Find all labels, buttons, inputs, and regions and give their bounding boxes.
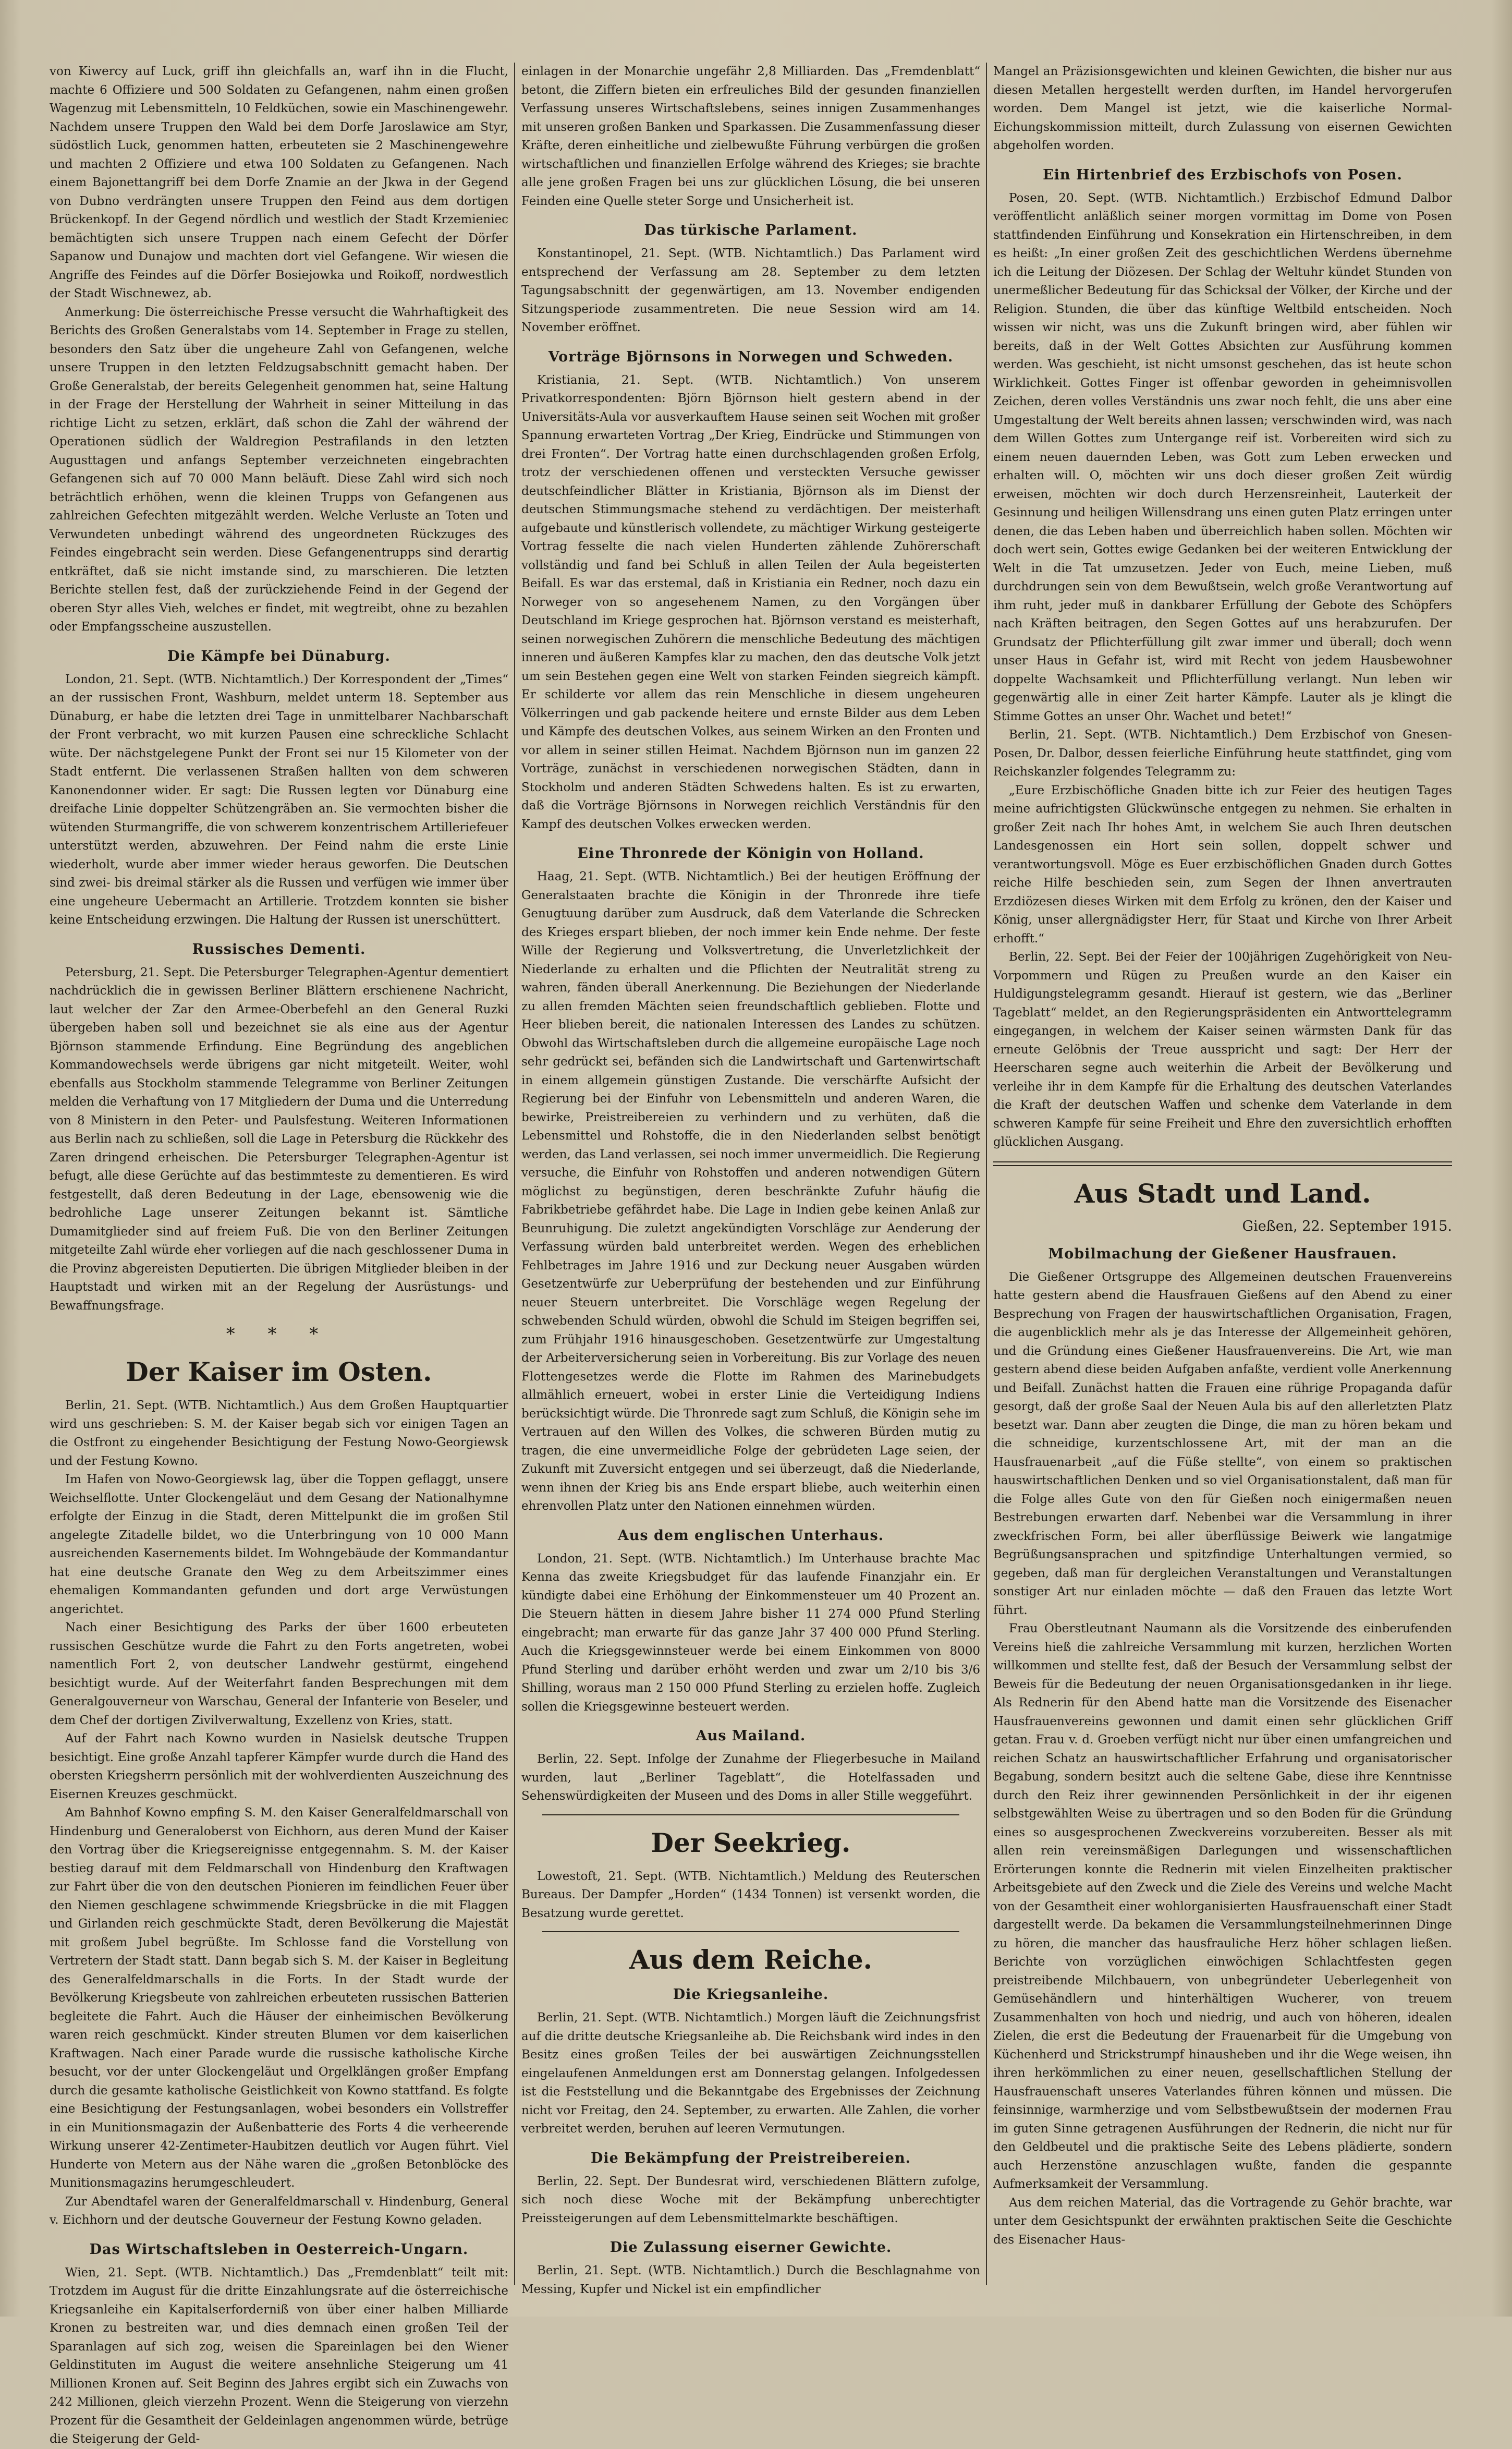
article-text: Im Hafen von Nowo-Georgiewsk lag, über die Toppen geflaggt, unsere Weichselflotte. Unter Glockengeläut und dem Gesang der Nationalhymne erfolgte der Einzug in die Stadt, deren Mittelpunkt die im großen Stil angelegte Zitadelle bildet, wo die Unterbringung von 10 000 Mann ausreichenden Kasernements bildet. Im Wohngebäude der Kommandantur hat eine deutsche Granate den Weg zu dem Arbeitszimmer eines ehemaligen Kommandanten gefunden und dort arge Verwüstungen angerichtet. — [50, 1473, 508, 1616]
section-heading: Russisches Dementi. — [192, 941, 366, 957]
article-text: Lowestoft, 21. Sept. (WTB. Nichtamtlich.) Meldung des Reuterschen Bureaus. Der Dampfer „Horden“ (1434 Tonnen) ist versenkt worden, die Besatzung wurde gerettet. — [521, 1869, 980, 1920]
article-text: Frau Oberstleutnant Naumann als die Vorsitzende des einberufenden Vereins hieß die zahlreiche Versammlung mit kurzen, herzlichen Worten willkommen und stellte fest, daß der Besuch der Versammlung selbst der Beweis für die Bedeutung der neuen Organisationsgedanken in ihr liege. Als Rednerin für den Abend hatte man die Vorsitzende des Eisenacher Hausfrauenvereins gewonnen und damit einen sehr glücklichen Griff getan. Frau v. d. Groeben verfügt nicht nur über einen umfangreichen und reichen Schatz an hauswirtschaftlicher Erfahrung und organisatorischer Begabung, sondern besitzt auch die seltene Gabe, diese ihre Kenntnisse durch den Reiz ihrer gewinnenden Persönlichkeit in der ihr eigenen selbstgewählten Weise zu übertragen und so den Boden für die Gründung eines so ausgesprochenen Zweckvereins vorzubereiten. Besser als mit allen rein vereinsmäßigen Darlegungen und wissenschaftlichen Erörterungen konnte die Rednerin mit vielen Einzelheiten praktischer Arbeitsgebiete auf den Zweck und die Ziele des Vereins und welche Macht von der Gesamtheit einer wohlorganisierten Hausfrauenschaft einer Stadt dargestellt werde. Da bekamen die Versammlungsteilnehmerinnen Dinge zu hören, die mancher das hausfrauliche Herz höher schlagen ließen. Berichte von vorzüglichen einwöchigen Schlachtfesten gegen preistreibende Milchbauern, von unbegründeter Ueberlegenheit von Gemüsehändlern und hinterhältigen Wucherer, von treuem Zusammenhalten von hoch und niedrig, und auch von höheren, idealen Zielen, die erst die Bedeutung der Frauenarbeit für die Umgebung von Küchenherd und Strickstrumpf hinausheben und ihr die Wege weisen, ihn ihren herkömmlichen zu einer neuen, gesellschaftlichen Stellung der Hausfrauenschaft unseres Vaterlandes führen können und müssen. Die feinsinnige, warmherzige und vom Selbstbewußtsein der modernen Frau im guten Sinne getragenen Ausführungen der Rednerin, die nicht nur für den Geldbeutel und die praktische Seite des Lebens plädierte, sondern auch Herzenstöne anzuschlagen wußte, fanden die gespannte Aufmerksamkeit der Versammlung. — [993, 1622, 1452, 2191]
article-text: Posen, 20. Sept. (WTB. Nichtamtlich.) Erzbischof Edmund Dalbor veröffentlicht anläßlich seiner morgen vormittag im Dome von Posen stattfindenden Einführung und Konsekration ein Hirtenschreiben, in dem es heißt: „In einer großen Zeit des geschichtlichen Werdens übernehme ich die Leitung der Diözesen. Der Schlag der Weltuhr kündet Stunden von unermeßlicher Bedeutung für das Schicksal der Völker, der Kirche und der Religion. Stunden, die über das künftige Weltbild entscheiden. Noch wissen wir nicht, was uns die Zukunft bringen wird, aber fühlen wir bereits, daß in der Welt Gottes Absichten zur Ausführung kommen werden. Was geschieht, ist nicht umsonst geschehen, das ist heute schon Wirklichkeit. Gottes Finger ist offenbar geworden in geheimnisvollen Zeichen, deren volles Verständnis uns zwar noch fehlt, die uns aber eine Umgestaltung der Welt bereits ahnen lassen; verschwinden wird, was nach dem Willen Gottes zum Untergange reif ist. Vorbereiten wird sich zu einem neuen dauernden Leben, was Gott zum Leben erwecken und erhalten will. O, möchten wir uns doch dieser großen Zeit würdig erweisen, möchten wir doch durch Herzensreinheit, Lauterkeit der Gesinnung und heiligen Willensdrang uns einen guten Platz erringen unter denen, die das Leben haben und überreichlich haben sollen. Möchten wir doch wert sein, Gottes ewige Gedanken bei der weiteren Entwicklung der Welt in die Tat umzusetzen. Jeder von Euch, meine Lieben, muß durchdrungen sein von dem Bewußtsein, welch große Verantwortung auf ihm ruht, jeder muß in dankbarer Erfüllung der Gebote des Schöpfers nach Kräften beitragen, den Segen Gottes auf uns herabzurufen. Der Grundsatz der Pflichterfüllung gilt zwar immer und überall; doch wenn unser Haus in Gefahr ist, wird mit Recht von jedem Hausbewohner doppelte Wachsamkeit und Pflichterfüllung verlangt. Nun leben wir gegenwärtig alle in einer Zeit harter Kämpfe. Lauter als je klingt die Stimme Gottes an unser Ohr. Wachet und betet!“ — [993, 191, 1452, 723]
section-heading: Das türkische Parlament. — [644, 222, 858, 238]
dateline: Gießen, 22. September 1915. — [1242, 1218, 1452, 1234]
article-text: Berlin, 21. Sept. (WTB. Nichtamtlich.) Morgen läuft die Zeichnungsfrist auf die dritte deutsche Kriegsanleihe ab. Die Reichsbank wird indes in den Besitz eines großen Teiles der bei auswärtigen Zeichnungsstellen eingelaufenen Anmeldungen erst am Donnerstag gelangen. Infolgedessen ist die Feststellung und die Bekanntgabe des Ergebnisses der Zeichnung nicht vor Freitag, den 24. September, zu erwarten. Alle Zahlen, die vorher verbreitet werden, beruhen auf leeren Vermutungen. — [521, 2011, 980, 2136]
section-heading: Das Wirtschaftsleben in Oesterreich-Ungarn. — [89, 2241, 469, 2258]
main-headline: Der Kaiser im Osten. — [126, 1356, 432, 1387]
article-text: Die Gießener Ortsgruppe des Allgemeinen deutschen Frauenvereins hatte gestern abend die Hausfrauen Gießens auf den Abend zu einer Besprechung von Fragen der hauswirtschaftlichen Organisation, Fragen, die augenblicklich mehr als je das Interesse der Allgemeinheit gehören, und die Gründung eines Gießener Hausfrauenvereins. Die Art, wie man gestern abend diese beiden Aufgaben anfaßte, verdient volle Anerkennung und Beifall. Zunächst hatten die Frauen eine rührige Propaganda dafür gesorgt, daß der große Saal der Neuen Aula bis auf den allerletzten Platz besetzt war. Dann aber zeugten die Dinge, die man zu hören bekam und die schneidige, kurzentschlossene Art, mit der man an die Hausfrauenarbeit „auf die Füße stellte“, von einem so praktischen hauswirtschaftlichen Denken und so viel Organisationstalent, daß man für die Folge alles Gute von den für Gießen noch einigermaßen neuen Bestrebungen erwarten darf. Nebenbei war die Versammlung in ihrer zweckfrischen Form, bei aller überflüssige Beiwerk wie langatmige Begrüßungsansprachen und spitzfindige Unterhaltungen vermied, so gegeben, daß man für dergleichen Veranstaltungen und Veranstaltungen sonstiger Art nur einladen möchte — daß den Frauen das letzte Wort führt. — [993, 1270, 1452, 1617]
article-text: Konstantinopel, 21. Sept. (WTB. Nichtamtlich.) Das Parlament wird entsprechend der Verfassung am 28. September zu dem letzten Tagungsabschnitt der gegenwärtigen, am 13. November endigenden Sitzungsperiode zusammentreten. Die neue Session wird am 14. November eröffnet. — [521, 247, 980, 334]
article-text: einlagen in der Monarchie ungefähr 2,8 Milliarden. Das „Fremdenblatt“ betont, die Ziffern bieten ein erfreuliches Bild der gesunden finanziellen Verfassung unseres Wirtschaftslebens, seines innigen Zusammenhanges mit unseren großen Banken und Sparkassen. Die Zusammenfassung dieser Kräfte, deren einheitliche und zielbewußte Führung verbürgen die großen wirtschaftlichen und finanziellen Erfolge während des Krieges; sie brachte alle jene großen Fragen bei uns zur glücklichen Lösung, die bei unseren Feinden eine Quelle steter Sorge und Unsicherheit ist. — [521, 65, 980, 208]
article-text: Nach einer Besichtigung des Parks der über 1600 erbeuteten russischen Geschütze wurde die Fahrt zu den Forts angetreten, wobei namentlich Fort 2, von deutscher Landwehr gestürmt, eingehend besichtigt wurde. Auf der Weiterfahrt fanden Besprechungen mit dem Generalgouverneur von Warschau, General der Infanterie von Beseler, und dem Chef der dortigen Zivilverwaltung, Exzellenz von Kries, statt. — [50, 1621, 508, 1727]
article-text: Anmerkung: Die österreichische Presse versucht die Wahrhaftigkeit des Berichts des Großen Generalstabs vom 14. September in Frage zu stellen, besonders den Satz über die ungeheure Zahl von Gefangenen, welche unsere Truppen in den letzten Feldzugsabschnitt gemacht haben. Der Große Generalstab, der bereits Gelegenheit genommen hat, seine Haltung in der Frage der Herstellung der Wahrheit in seiner Mitteilung in das richtige Licht zu setzen, erklärt, daß schon die Zahl der während der Operationen südlich der Waldregion Pestrafilands in den letzten Augusttagen und anfangs September verzeichneten eingebrachten Gefangenen sich auf 70 000 Mann beläuft. Diese Zahl wird sich noch beträchtlich erhöhen, wenn die kleinen Trupps von Gefangenen aus zahlreichen Gefechten mitgezählt werden. Welche Verluste an Toten und Verwundeten unbedingt während des ungeordneten Rückzuges des Feindes eingebracht sein werden. Diese Gefangenentrupps sind derartig entkräftet, daß sie nicht imstande sind, zu marschieren. Die letzten Berichte stellen fest, daß der zurückziehende Feind in der Gegend der oberen Styr alles Vieh, welches er findet, mit wegtreibt, ohne zu bezahlen oder Empfangsscheine auszustellen. — [50, 305, 508, 634]
article-text: von Kiwercy auf Luck, griff ihn gleichfalls an, warf ihn in die Flucht, machte 6 Offiziere und 500 Soldaten zu Gefangenen, nahm einen großen Wagenzug mit Lebensmitteln, 10 Feldküchen, sowie ein Maschinengewehr. Nachdem unsere Truppen den Wald bei dem Dorfe Jaroslawice am Styr, südöstlich Luck, genommen hatten, erbeuteten sie 2 Maschinengewehre und machten 2 Offiziere und etwa 100 Soldaten zu Gefangenen. Nach einem Bajonettangriff bei dem Dorfe Znamie an der Jkwa in der Gegend von Dubno verdrängten unsere Truppen den Feind aus dem dortigen Brückenkopf. In der Gegend nördlich und westlich der Stadt Krzemieniec bemächtigten sich unsere Truppen nach einem Gefecht der Dörfer Sapanow und Dunajow und machten dort viel Gefangene. Wir wiesen die Angriffe des Feindes auf die Dörfer Bosiejowka und Roikoff, nordwestlich der Stadt Wischnewez, ab. — [50, 65, 508, 300]
article-text: Kristiania, 21. Sept. (WTB. Nichtamtlich.) Von unserem Privatkorrespondenten: Björn Björnson hielt gestern abend in der Universitäts-Aula vor ausverkauftem Hause seinen seit Wochen mit großer Spannung erwarteten Vortrag „Der Krieg, Eindrücke und Stimmungen von drei Fronten“. Der Vortrag hatte einen durchschlagenden großen Erfolg, trotz der verschiedenen offenen und versteckten Versuche gewisser deutschfeindlicher Blätter in Kristiania, Björnson als im Dienst der deutschen Stimmungsmache stehend zu verdächtigen. Der meisterhaft aufgebaute und künstlerisch vollendete, zu mächtiger Wirkung gesteigerte Vortrag fesselte die nach vielen Hunderten zählende Zuhörerschaft vollständig und fand bei Schluß in allen Teilen der Aula begeisterten Beifall. Es war das erstemal, daß in Kristiania ein Redner, noch dazu ein Norweger von so angesehenem Namen, zu den Vorgängen über Deutschland im Kriege gesprochen hat. Björnson verstand es meisterhaft, seinen norwegischen Zuhörern die menschliche Bedeutung des mächtigen inneren und äußeren Kampfes klar zu machen, den das deutsche Volk jetzt um sein Bestehen gegen eine Welt von starken Feinden siegreich kämpft. Er schilderte vor allem das rein Menschliche in diesem ungeheuren Völkerringen und gab packende heitere und ernste Bilder aus dem Leben und Kämpfe des deutschen Volkes, aus seinem Wirken an den Fronten und vor allem in seiner stillen Heimat. Nachdem Björnson nun im ganzen 22 Vorträge, zunächst in verschiedenen norwegischen Städten, dann in Stockholm und anderen Städten Schwedens halten. Es ist zu erwarten, daß die Vorträge Björnsons in Norwegen reichlich Verständnis für den Kampf des deutschen Volkes erwecken werden. — [521, 373, 980, 831]
main-headline: Der Seekrieg. — [651, 1827, 851, 1858]
separator-stars: * * * — [226, 1324, 332, 1344]
section-heading: Vorträge Björnsons in Norwegen und Schweden. — [548, 348, 954, 365]
article-text: Zur Abendtafel waren der Generalfeldmarschall v. Hindenburg, General v. Eichhorn und der deutsche Gouverneur der Festung Kowno geladen. — [50, 2195, 508, 2227]
article-text: London, 21. Sept. (WTB. Nichtamtlich.) Der Korrespondent der „Times“ an der russischen Front, Washburn, meldet unterm 18. September aus Dünaburg, er habe die letzten drei Tage in unmittelbarer Nachbarschaft der Front verbracht, wo mit kurzen Pausen eine schreckliche Schlacht wüte. Der nächstgelegene Punkt der Front sei nur 15 Kilometer von der Stadt entfernt. Die verlassenen Straßen hallten von dem schweren Kanonendonner wider. Er sagt: Die Russen legten vor Dünaburg eine dreifache Linie doppelter Schützengräben an. Sie vermochten bisher die wütenden Sturmangriffe, die von schwerem konzentrischem Artilleriefeuer unterstützt werden, abzuwehren. Der Feind nahm die erste Linie wiederholt, wurde aber immer wieder heraus geworfen. Die Deutschen sind zwei- bis dreimal stärker als die Russen und verfügen wie immer über eine ungeheure Uebermacht an Artillerie. Trotzdem konnten sie bisher keine Entscheidung erzwingen. Die Haltung der Russen ist unerschüttert. — [50, 672, 508, 927]
divider — [542, 1931, 959, 1932]
section-heading: Die Kriegsanleihe. — [673, 1986, 829, 2003]
article-text: Aus dem reichen Material, das die Vortragende zu Gehör brachte, war unter dem Gesichtspunkt der erwähnten praktischen Seite die Geschichte des Eisenacher Haus- — [993, 2196, 1452, 2247]
column-1 — [50, 63, 508, 2446]
article-text: Berlin, 22. Sept. Der Bundesrat wird, verschiedenen Blättern zufolge, sich noch diese Woche mit der Bekämpfung unberechtigter Preissteigerungen auf dem Lebensmittelmarkte beschäftigen. — [521, 2174, 980, 2225]
section-heading: Die Zulassung eiserner Gewichte. — [609, 2239, 892, 2256]
article-text: Petersburg, 21. Sept. Die Petersburger Telegraphen-Agentur dementiert nachdrücklich die in gewissen Berliner Blättern erschienene Nachricht, laut welcher der Zar den Armee-Oberbefehl an den General Ruzki übergeben haben soll und bezeichnet sie als eine aus der Agentur Björnson stammende Erfindung. Eine Begründung des angeblichen Kommandowechsels werde übrigens gar nicht mitgeteilt. Weiter, wohl ebenfalls aus Stockholm stammende Telegramme von Berliner Zeitungen melden die Verhaftung von 17 Mitgliedern der Duma und die Unterredung von 8 Ministern in den Peter- und Paulsfestung. Weiteren Informationen aus Berlin nach zu schließen, soll die Lage in Petersburg die Rückkehr des Zaren dringend erheischen. Die Petersburger Telegraphen-Agentur ist befugt, alle diese Gerüchte auf das bestimmteste zu dementieren. Es wird festgestellt, daß deren Bedeutung in der Lage, ebensowenig wie die bedrohliche Lage unserer Zeitungen bekannt ist. Sämtliche Dumamitglieder sind auf freiem Fuß. Die von den Berliner Zeitungen mitgeteilte Zahl würde eher vorliegen auf die nach geschlossener Duma in die Provinz abgereisten Deputierten. Die übrigen Mitglieder bleiben in der Hauptstadt und wirken mit an der Regelung der Ausrüstungs- und Bewaffnungsfrage. — [50, 965, 508, 1313]
section-heading: Die Kämpfe bei Dünaburg. — [167, 648, 391, 664]
article-text: Berlin, 22. Sept. Infolge der Zunahme der Fliegerbesuche in Mailand wurden, laut „Berliner Tageblatt“, die Hotelfassaden und Sehenswürdigkeiten der Museen und des Doms in aller Stille weggeführt. — [521, 1752, 980, 1803]
article-text: Auf der Fahrt nach Kowno wurden in Nasielsk deutsche Truppen besichtigt. Eine große Anzahl tapferer Kämpfer wurde durch die Hand des obersten Kriegsherrn persönlich mit der wohlverdienten Auszeichnung des Eisernen Kreuzes geschmückt. — [50, 1732, 508, 1801]
article-text: Berlin, 21. Sept. (WTB. Nichtamtlich.) Durch die Beschlagnahme von Messing, Kupfer und Nickel ist ein empfindlicher — [521, 2264, 980, 2296]
article-text: Berlin, 21. Sept. (WTB. Nichtamtlich.) Dem Erzbischof von Gnesen-Posen, Dr. Dalbor, dessen feierliche Einführung heute stattfindet, ging vom Reichskanzler folgendes Telegramm zu: — [993, 728, 1452, 779]
article-text: „Eure Erzbischöfliche Gnaden bitte ich zur Feier des heutigen Tages meine aufrichtigsten Glückwünsche entgegen zu nehmen. Sie erhalten in großer Zeit nach Ihr hohes Amt, in welchem Sie auch Ihren deutschen Landesgenossen ein Hort sein sollen, doppelt schwer und verantwortungsvoll. Möge es Euer erzbischöflichen Gnaden durch Gottes reiche Hilfe beschieden sein, zum Segen der Ihnen anvertrauten Erzdiözesen dieses Wirken mit dem Erfolg zu krönen, den der Kaiser und König, unser allergnädigster Herr, für Staat und Kirche von Ihrer Arbeit erhofft.“ — [993, 783, 1452, 945]
article-text: Am Bahnhof Kowno empfing S. M. den Kaiser Generalfeldmarschall von Hindenburg und Generaloberst von Eichhorn, aus deren Mund der Kaiser den Vortrag über die Kriegsereignisse entgegennahm. S. M. der Kaiser bestieg darauf mit dem Feldmarschall von Hindenburg den Kraftwagen zur Fahrt über die von den deutschen Pionieren im feindlichen Feuer über den Niemen geschlagene schwimmende Kriegsbrücke in die mit Flaggen und Girlanden reich geschmückte Stadt, deren Bevölkerung die Majestät mit großem Jubel begrüßte. Im Schlosse fand die Vorstellung von Vertretern der Stadt statt. Dann begab sich S. M. der Kaiser in Begleitung des Generalfeldmarschalls in die Forts. In der Stadt wurde der Bevölkerung Kriegsbeute von zahlreichen erbeuteten russischen Batterien begleitete die Fahrt. Auch die Häuser der einheimischen Bevölkerung waren reich geschmückt. Kinder streuten Blumen vor dem kaiserlichen Kraftwagen. Nach einer Parade wurde die russische katholische Kirche besucht, vor der unter Glockengeläut und Orgelklängen großer Empfang durch die gesamte katholische Geistlichkeit von Kowno stattfand. Es folgte eine Besichtigung der Festungsanlagen, wobei besonders ein Vollstreffer in ein Munitionsmagazin der Außenbatterie des Forts 4 die verheerende Wirkung unserer 42-Zentimeter-Haubitzen deutlich vor Augen führt. Viel Hunderte von Metern aus der Nähe waren die „großen Betonblöcke des Munitionsmagazins herumgeschleudert. — [50, 1806, 508, 2190]
column-3 — [993, 63, 1452, 2285]
column-2 — [521, 63, 980, 2296]
main-headline: Aus dem Reiche. — [629, 1944, 873, 1975]
section-heading: Aus dem englischen Unterhaus. — [617, 1527, 884, 1544]
divider — [542, 1814, 959, 1815]
divider — [993, 1161, 1452, 1166]
article-text: London, 21. Sept. (WTB. Nichtamtlich.) Im Unterhause brachte Mac Kenna das zweite Kriegsbudget für das laufende Finanzjahr ein. Er kündigte dabei eine Erhöhung der Einkommensteuer um 40 Prozent an. Die Steuern hätten in diesem Jahre bisher 11 274 000 Pfund Sterling eingebracht; man erwarte für das ganze Jahr 37 400 000 Pfund Sterling. Auch die Kriegsgewinnsteuer werde bei einem Einkommen von 8000 Pfund Sterling und darüber erhöht werden und zwar um 2/10 bis 3/6 Shilling, woraus man 2 150 000 Pfund Sterling zu erzielen hoffe. Zugleich sollen die Kriegsgewinne besteuert werden. — [521, 1551, 980, 1714]
article-text: Mangel an Präzisionsgewichten und kleinen Gewichten, die bisher nur aus diesen Metallen hergestellt werden durften, im Handel hervorgerufen worden. Dem Mangel ist jetzt, wie die kaiserliche Normal-Eichungskommission mitteilt, durch Zulassung von eisernen Gewichten abgeholfen worden. — [993, 65, 1452, 152]
section-heading: Die Bekämpfung der Preistreibereien. — [591, 2150, 911, 2166]
column-rule — [514, 63, 515, 2285]
article-text: Wien, 21. Sept. (WTB. Nichtamtlich.) Das „Fremdenblatt“ teilt mit: Trotzdem im August für die dritte Einzahlungsrate auf die österreichische Kriegsanleihe ein Kapitalserforderniß von über einer halben Milliarde Kronen zu bestreiten war, und dies demnach einen großen Teil der Sparanlagen auf sich zog, weisen die Spareinlagen bei den Wiener Geldinstituten im August die weitere ansehnliche Steigerung um 41 Millionen Kronen auf. Seit Beginn des Jahres ergibt sich ein Zuwachs von 242 Millionen, gleich vierzehn Prozent. Wenn die Steigerung von vierzehn Prozent für die Gesamtheit der Geldeinlagen angenommen würde, betrüge die Steigerung der Geld- — [50, 2265, 508, 2446]
article-text: Berlin, 22. Sept. Bei der Feier der 100jährigen Zugehörigkeit von Neu-Vorpommern und Rügen zu Preußen wurde an den Kaiser ein Huldigungstelegramm gesandt. Hierauf ist gestern, wie das „Berliner Tageblatt“ meldet, an den Regierungspräsidenten ein Antworttelegramm eingegangen, in welchem der Kaiser seinen wärmsten Dank für das erneute Gelöbnis der Treue ausspricht und sagt: Der Herr der Heerscharen segne auch weiterhin die Arbeit der Bevölkerung und verleihe ihr in dem Kampfe für die Erhaltung des deutschen Vaterlandes die Kraft der deutschen Waffen und schenke dem Vaterlande in dem schweren Kampfe für seine Freiheit und Ehre den zuversichtlich erhofften glücklichen Ausgang. — [993, 950, 1452, 1149]
section-heading: Eine Thronrede der Königin von Holland. — [577, 845, 924, 862]
section-heading: Ein Hirtenbrief des Erzbischofs von Posen. — [1043, 166, 1403, 183]
section-heading: Mobilmachung der Gießener Hausfrauen. — [1048, 1245, 1397, 1262]
article-text: Berlin, 21. Sept. (WTB. Nichtamtlich.) Aus dem Großen Hauptquartier wird uns geschrieben: S. M. der Kaiser begab sich vor einigen Tagen an die Ostfront zu eingehender Besichtigung der Festung Nowo-Georgiewsk und der Festung Kowno. — [50, 1399, 508, 1468]
article-text: Haag, 21. Sept. (WTB. Nichtamtlich.) Bei der heutigen Eröffnung der Generalstaaten brachte die Königin in der Thronrede ihre tiefe Genugtuung darüber zum Ausdruck, daß dem Vaterlande die Schrecken des Krieges erspart blieben, der noch immer kein Ende nehme. Der feste Wille der Regierung und Volksvertretung, die Unverletzlichkeit der Niederlande zu erhalten und die Pflichten der Neutralität streng zu wahren, fänden überall Anerkennung. Die Beziehungen der Niederlande zu allen fremden Mächten seien freundschaftlich geblieben. Flotte und Heer blieben bereit, die nationalen Interessen des Landes zu schützen. Obwohl das Wirtschaftsleben durch die allgemeine europäische Lage noch sehr gedrückt sei, befänden sich die Landwirtschaft und Gartenwirtschaft in einem allgemein günstigen Zustande. Die verschärfte Aufsicht der Regierung bei der Einfuhr von Lebensmitteln und anderen Waren, die bewirke, Preistreibereien zu verhindern und zu verhüten, daß die Lebensmittel und Rohstoffe, die in den Niederlanden selbst benötigt werden, das Land verlassen, sei noch immer unvermeidlich. Die Regierung versuche, die Einfuhr von Rohstoffen und anderen notwendigen Gütern möglichst zu begünstigen, deren beschränkte Zufuhr häufig die Fabrikbetriebe gefährdet habe. Die Lage in Indien gebe keinen Anlaß zur Beunruhigung. Die zuletzt angekündigten Vorschläge zur Aenderung der Verfassung würden bald unterbreitet werden. Wegen des erheblichen Fehlbetrages im Jahre 1916 und zur Deckung neuer Ausgaben würden Gesetzentwürfe zur Ueberprüfung der bestehenden und zur Einführung neuer Steuern unterbreitet. Die Vorschläge wegen Regelung der schwebenden Schuld würden, obwohl die Schuld im Steigen begriffen sei, zum Frühjahr 1916 hinausgeschoben. Gesetzentwürfe zur Umgestaltung der Arbeiterversicherung seien in Vorbereitung. Bis zur Vorlage des neuen Flottengesetzes werde die Flotte im Rahmen des Marinebudgets allmählich erneuert, wobei in erster Linie die Verteidigung Indiens berücksichtigt würde. Die Thronrede sagt zum Schluß, die Königin sehe im Vertrauen auf den Willen des Volkes, die schweren Bürden mutig zu tragen, die eine unvermeidliche Folge der gebrüdeten Lage seien, der Zukunft mit Zuversicht entgegen und sei überzeugt, daß die Niederlande, wenn ihnen der Krieg bis ans Ende erspart bliebe, auch weiterhin einen ehrenvollen Platz unter den Nationen einnehmen würden. — [521, 870, 980, 1513]
section-heading: Aus Mailand. — [696, 1728, 806, 1744]
column-rule — [986, 63, 987, 2285]
main-headline: Aus Stadt und Land. — [1074, 1178, 1371, 1209]
